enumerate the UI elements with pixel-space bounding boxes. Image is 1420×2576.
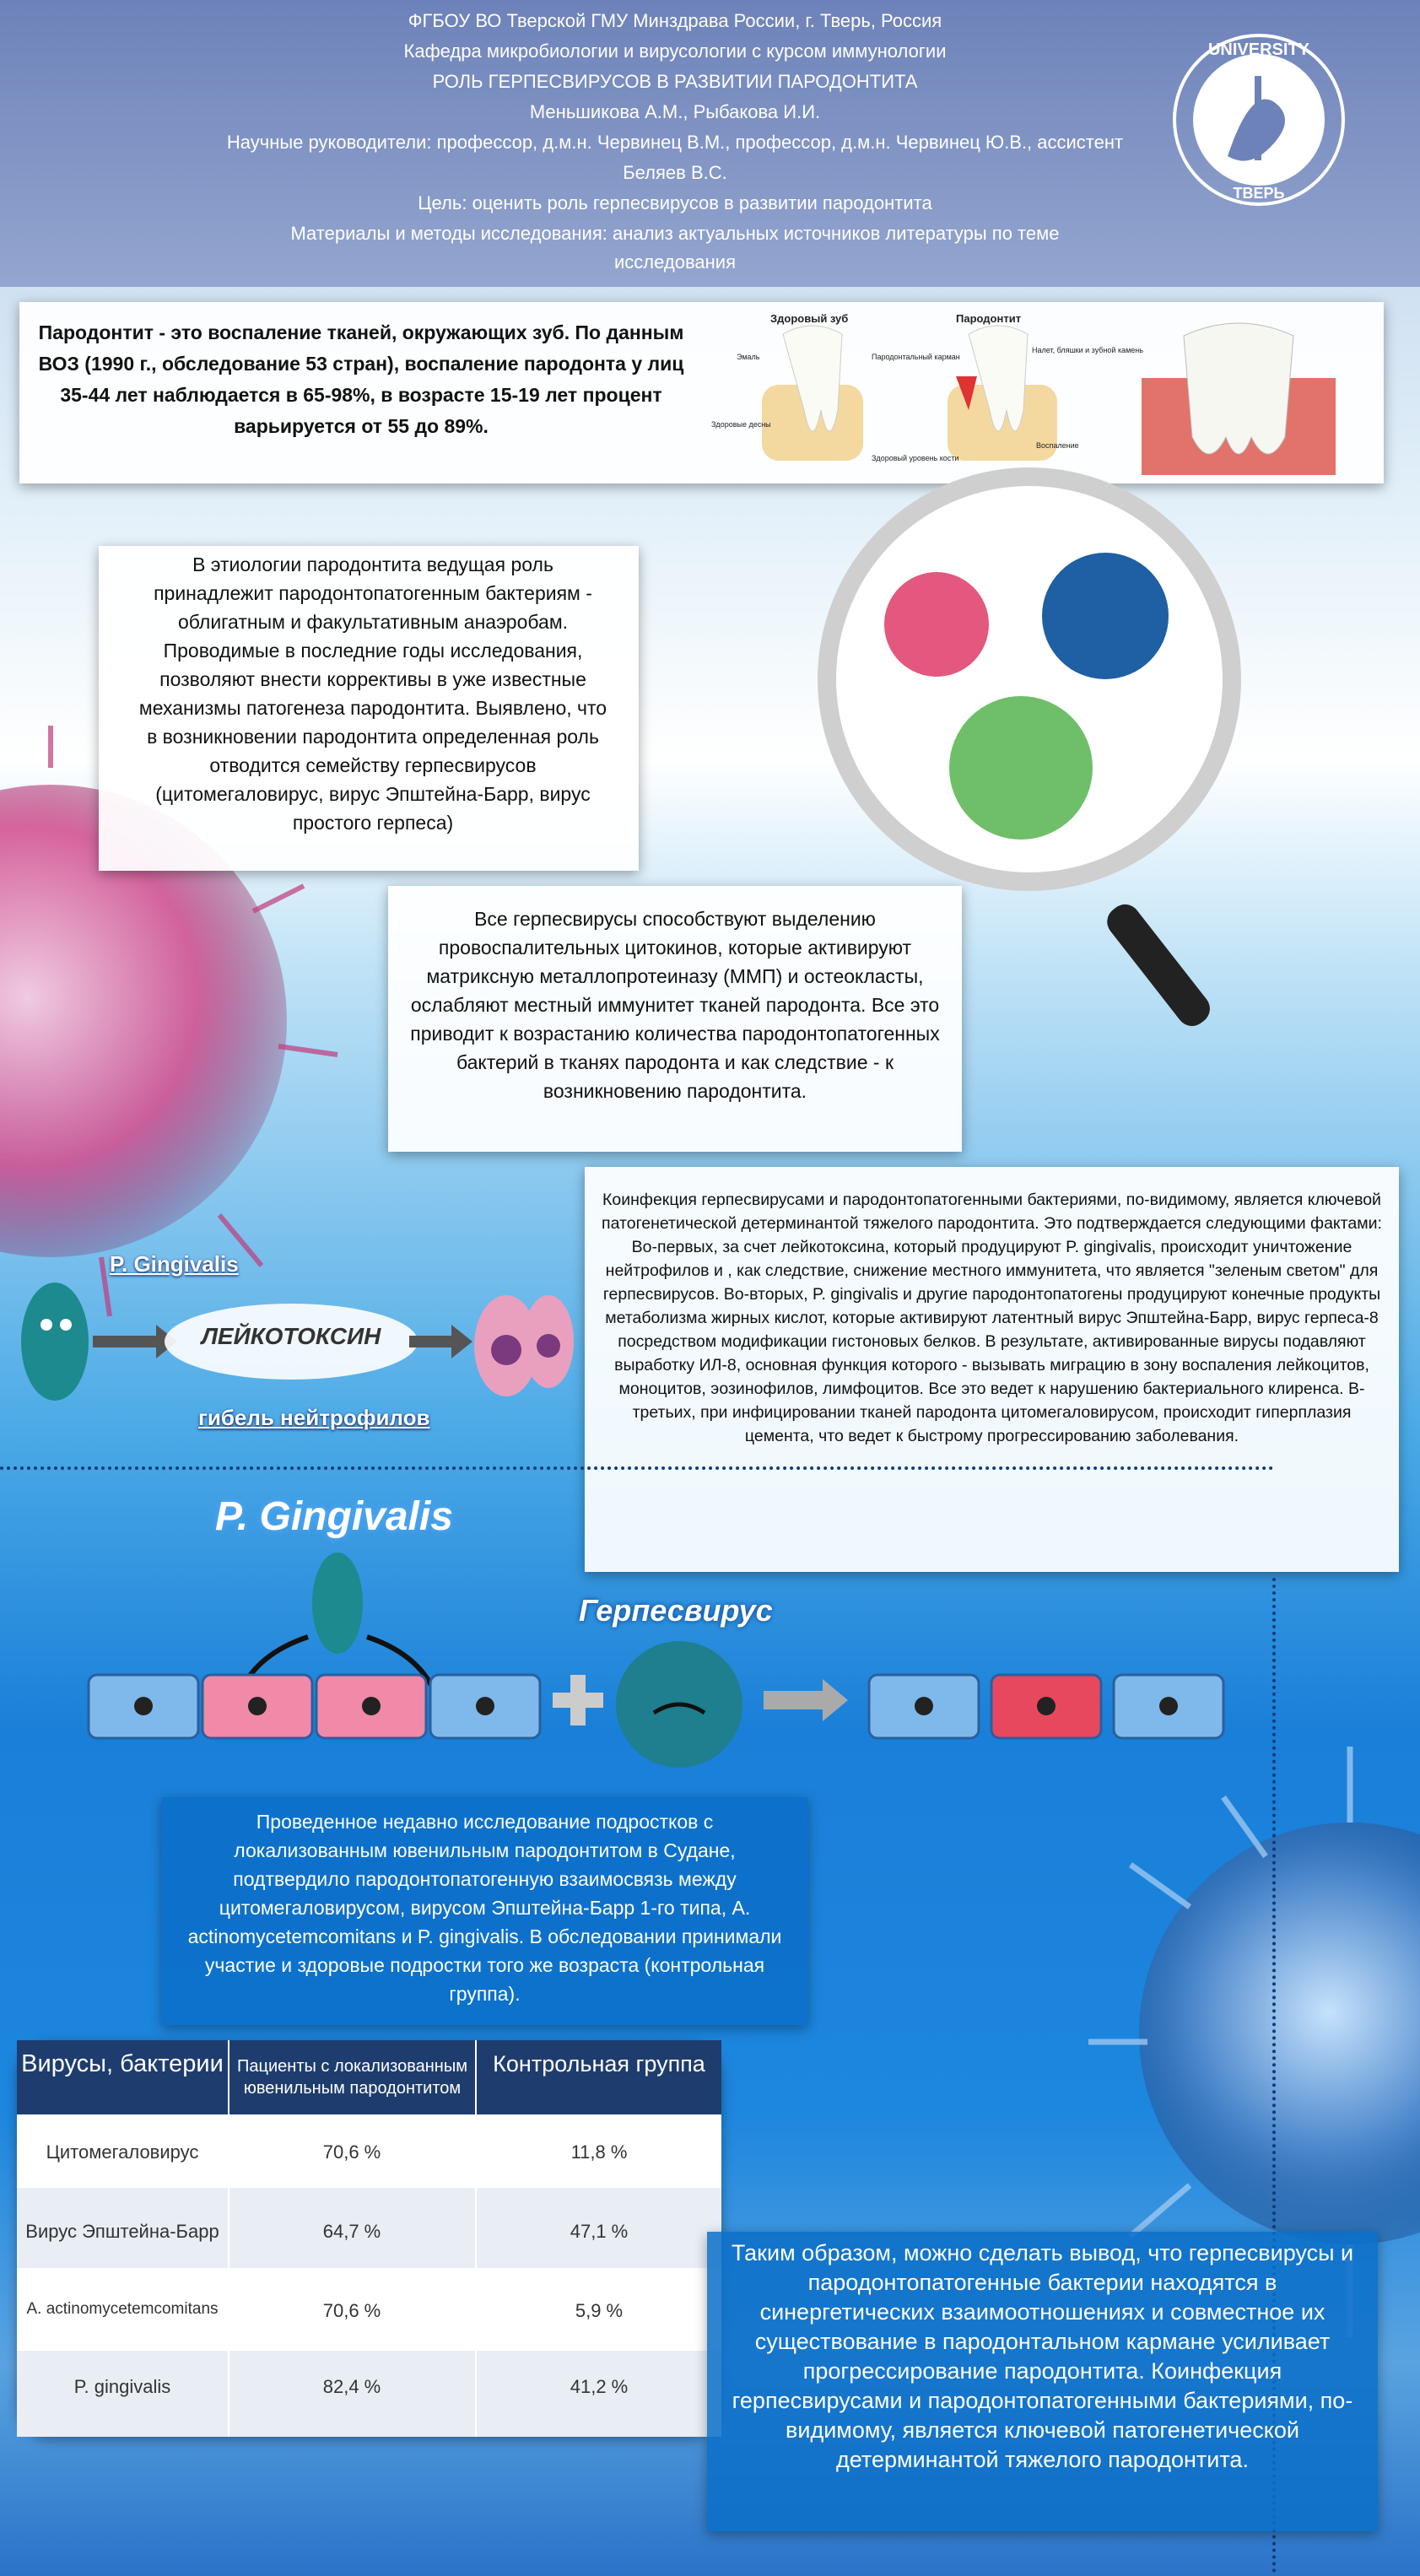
- enamel-label: Эмаль: [737, 353, 760, 361]
- periodontitis-title: Пародонтит: [956, 312, 1022, 325]
- table-cell: A. actinomycetemcomitans: [26, 2300, 219, 2318]
- university-logo: [1169, 30, 1350, 211]
- poster-title: РОЛЬ ГЕРПЕСВИРУСОВ В РАЗВИТИИ ПАРОДОНТИТА: [432, 71, 918, 92]
- etiology-panel: [99, 546, 639, 871]
- plus-icon: [553, 1675, 603, 1725]
- table-header-cell: Пациенты с локализованным ювенильным пародонтитом: [237, 2057, 467, 2098]
- pgingivalis-title: P. Gingivalis: [215, 1494, 453, 1539]
- plaque-label: Налет, бляшки и зубной камень: [1032, 346, 1143, 354]
- cytokines-panel: [388, 886, 962, 1152]
- bacterium-icon: [312, 1553, 363, 1654]
- sudan-study-panel: [162, 1797, 807, 2025]
- department-name: Кафедра микробиологии и вирусологии с курсом иммунологии: [403, 41, 947, 62]
- bacterium-icon: [21, 1283, 89, 1401]
- etiology-text: В этиологии пародонтита ведущая роль принадлежит пародонтопатогенным бактериям - облигатным и факультативным анаэробам. Проводимые в последние годы исследования, позволяют внести коррективы в уже известные механизмы патогенеза пародонтита. Выявлено, что в возникновении пародонтита определенная роль отводится семейству герпесвирусов (цитомегаловирус, вирус Эпштейна-Барр, вирус простого герпеса): [138, 554, 607, 834]
- cell-mechanism-scheme: [80, 1544, 1245, 1772]
- logo-top-text: UNIVERSITY: [1207, 41, 1310, 59]
- healthy-tooth-title: Здоровый зуб: [770, 312, 849, 325]
- table-cell: 70,6 %: [322, 2300, 381, 2321]
- toxin-label: ЛЕЙКОТОКСИН: [201, 1323, 381, 1349]
- methods: Материалы и методы исследования: анализ актуальных источников литературы по теме: [290, 223, 1060, 244]
- methods-continued: исследования: [614, 251, 736, 273]
- authors: Меньшикова А.М., Рыбакова И.И.: [529, 101, 821, 122]
- inflammation-label: Воспаление: [1036, 441, 1079, 450]
- tooth-diagram: [703, 309, 1143, 478]
- intro-text: Пародонтит - это воспаление тканей, окружающих зуб. По данным ВОЗ (1990 г., обследование 53 стран), воспаление пародонта у лиц 35-44 лет наблюдается в 65-98%, в возрасте 15-19 лет процент варьируется от 55 до 89%.: [38, 321, 684, 437]
- table-header-cell: Вирусы, бактерии: [21, 2050, 224, 2077]
- table-cell: Цитомегаловирус: [46, 2141, 199, 2163]
- bacterium-label: P. Gingivalis: [110, 1251, 239, 1277]
- conclusion-panel: [707, 2232, 1378, 2531]
- table-cell: 47,1 %: [570, 2221, 629, 2242]
- coinfection-text: Коинфекция герпесвирусами и пародонтопатогенными бактериями, по-видимому, является ключевой патогенетической детерминантой тяжелого пародонтита. Это подтверждается следующими фактами: Во-первых, за счет лейкотоксина, который продуцируют P. gingivalis, происходит уничтожение нейтрофилов и , как следствие, снижение местного иммунитета, что является "зеленым светом" для герпесвирусов. Во-вторых, P. gingivalis и другие пародонтопатогены продуцируют конечные продукты метаболизма жирных кислот, которые активируют латентный вирус Эпштейна-Барр, вирус герпеса-8 посредством модификации гистоновых белков. В результате, активированные вирусы подавляют выработку ИЛ-8, основная функция которого - вызывать миграцию в зону воспаления лейкоцитов, моноцитов, эозинофилов, лимфоцитов. Все это ведет к нарушению бактериального клиренса. В-третьих, при инфицировании тканей пародонта цитомегаловирусом, происходит гиперплазия цемента, что ведет к быстрому прогрессированию заболевания.: [602, 1191, 1382, 1445]
- table-cell: 82,4 %: [322, 2376, 381, 2397]
- supervisors: Научные руководители: профессор, д.м.н. Червинец В.М., профессор, д.м.н. Червинец Ю.В., ассистент: [226, 132, 1124, 153]
- sudan-study-text: Проведенное недавно исследование подростков с локализованным ювенильным пародонтитом в Судане, подтвердило пародонтопатогенную взаимосвязь между цитомегаловирусом, вирусом Эпштейна-Барр 1-го типа, A. actinomycetemcomitans и P. gingivalis. В обследовании принимали участие и здоровые подростки того же возраста (контрольная группа).: [187, 1811, 782, 2005]
- tooth-3d-illustration: [1133, 311, 1344, 475]
- pocket-label: Пародонтальный карман: [872, 353, 960, 361]
- conclusion-text: Таким образом, можно сделать вывод, что герпесвирусы и пародонтопатогенные бактерии находятся в синергетических взаимоотношениях и совместное их существование в пародонтальном кармане усиливает прогрессирование пародонтита. Коинфекция герпесвирусами и пародонтопатогенными бактериями, по-видимому, является ключевой патогенетической детерминантой тяжелого пародонтита.: [731, 2240, 1354, 2472]
- coinfection-panel: [585, 1167, 1399, 1572]
- bone-label: Здоровый уровень кости: [872, 454, 959, 462]
- logo-bottom-text: ТВЕРЬ: [1233, 185, 1285, 202]
- table-cell: 70,6 %: [322, 2141, 381, 2163]
- gums-label: Здоровые десны: [711, 420, 771, 429]
- results-table: [17, 2040, 721, 2437]
- neutrophil-death-label: гибель нейтрофилов: [198, 1405, 430, 1430]
- table-cell: P. gingivalis: [73, 2376, 171, 2397]
- table-cell: 5,9 %: [575, 2300, 624, 2321]
- table-cell: 11,8 %: [570, 2141, 628, 2163]
- cytokines-text: Все герпесвирусы способствуют выделению провоспалительных цитокинов, которые активируют матриксную металлопротеиназу (ММП) и остеокласты, ослабляют местный иммунитет тканей пародонта. Все это приводит к возрастанию количества пародонтопатогенных бактерий в тканях пародонта и как следствие - к возникновению пародонтита.: [410, 908, 940, 1102]
- assistant: Беляев В.С.: [623, 162, 727, 183]
- table-cell: Вирус Эпштейна-Барр: [25, 2221, 219, 2242]
- university-name: ФГБОУ ВО Тверской ГМУ Минздрава России, г. Тверь, Россия: [408, 10, 942, 31]
- table-cell: 41,2 %: [570, 2376, 629, 2397]
- arrow-icon: [823, 1679, 848, 1721]
- table-cell: 64,7 %: [322, 2221, 381, 2242]
- table-header-cell: Контрольная группа: [493, 2051, 705, 2076]
- herpesvirus-title: Герпесвирус: [579, 1593, 773, 1628]
- epithelial-cells-before: [89, 1675, 540, 1738]
- dotted-divider: [0, 1466, 1274, 1470]
- epithelial-cells-after: [869, 1675, 1223, 1738]
- aim: Цель: оценить роль герпесвирусов в развитии пародонтита: [418, 192, 932, 213]
